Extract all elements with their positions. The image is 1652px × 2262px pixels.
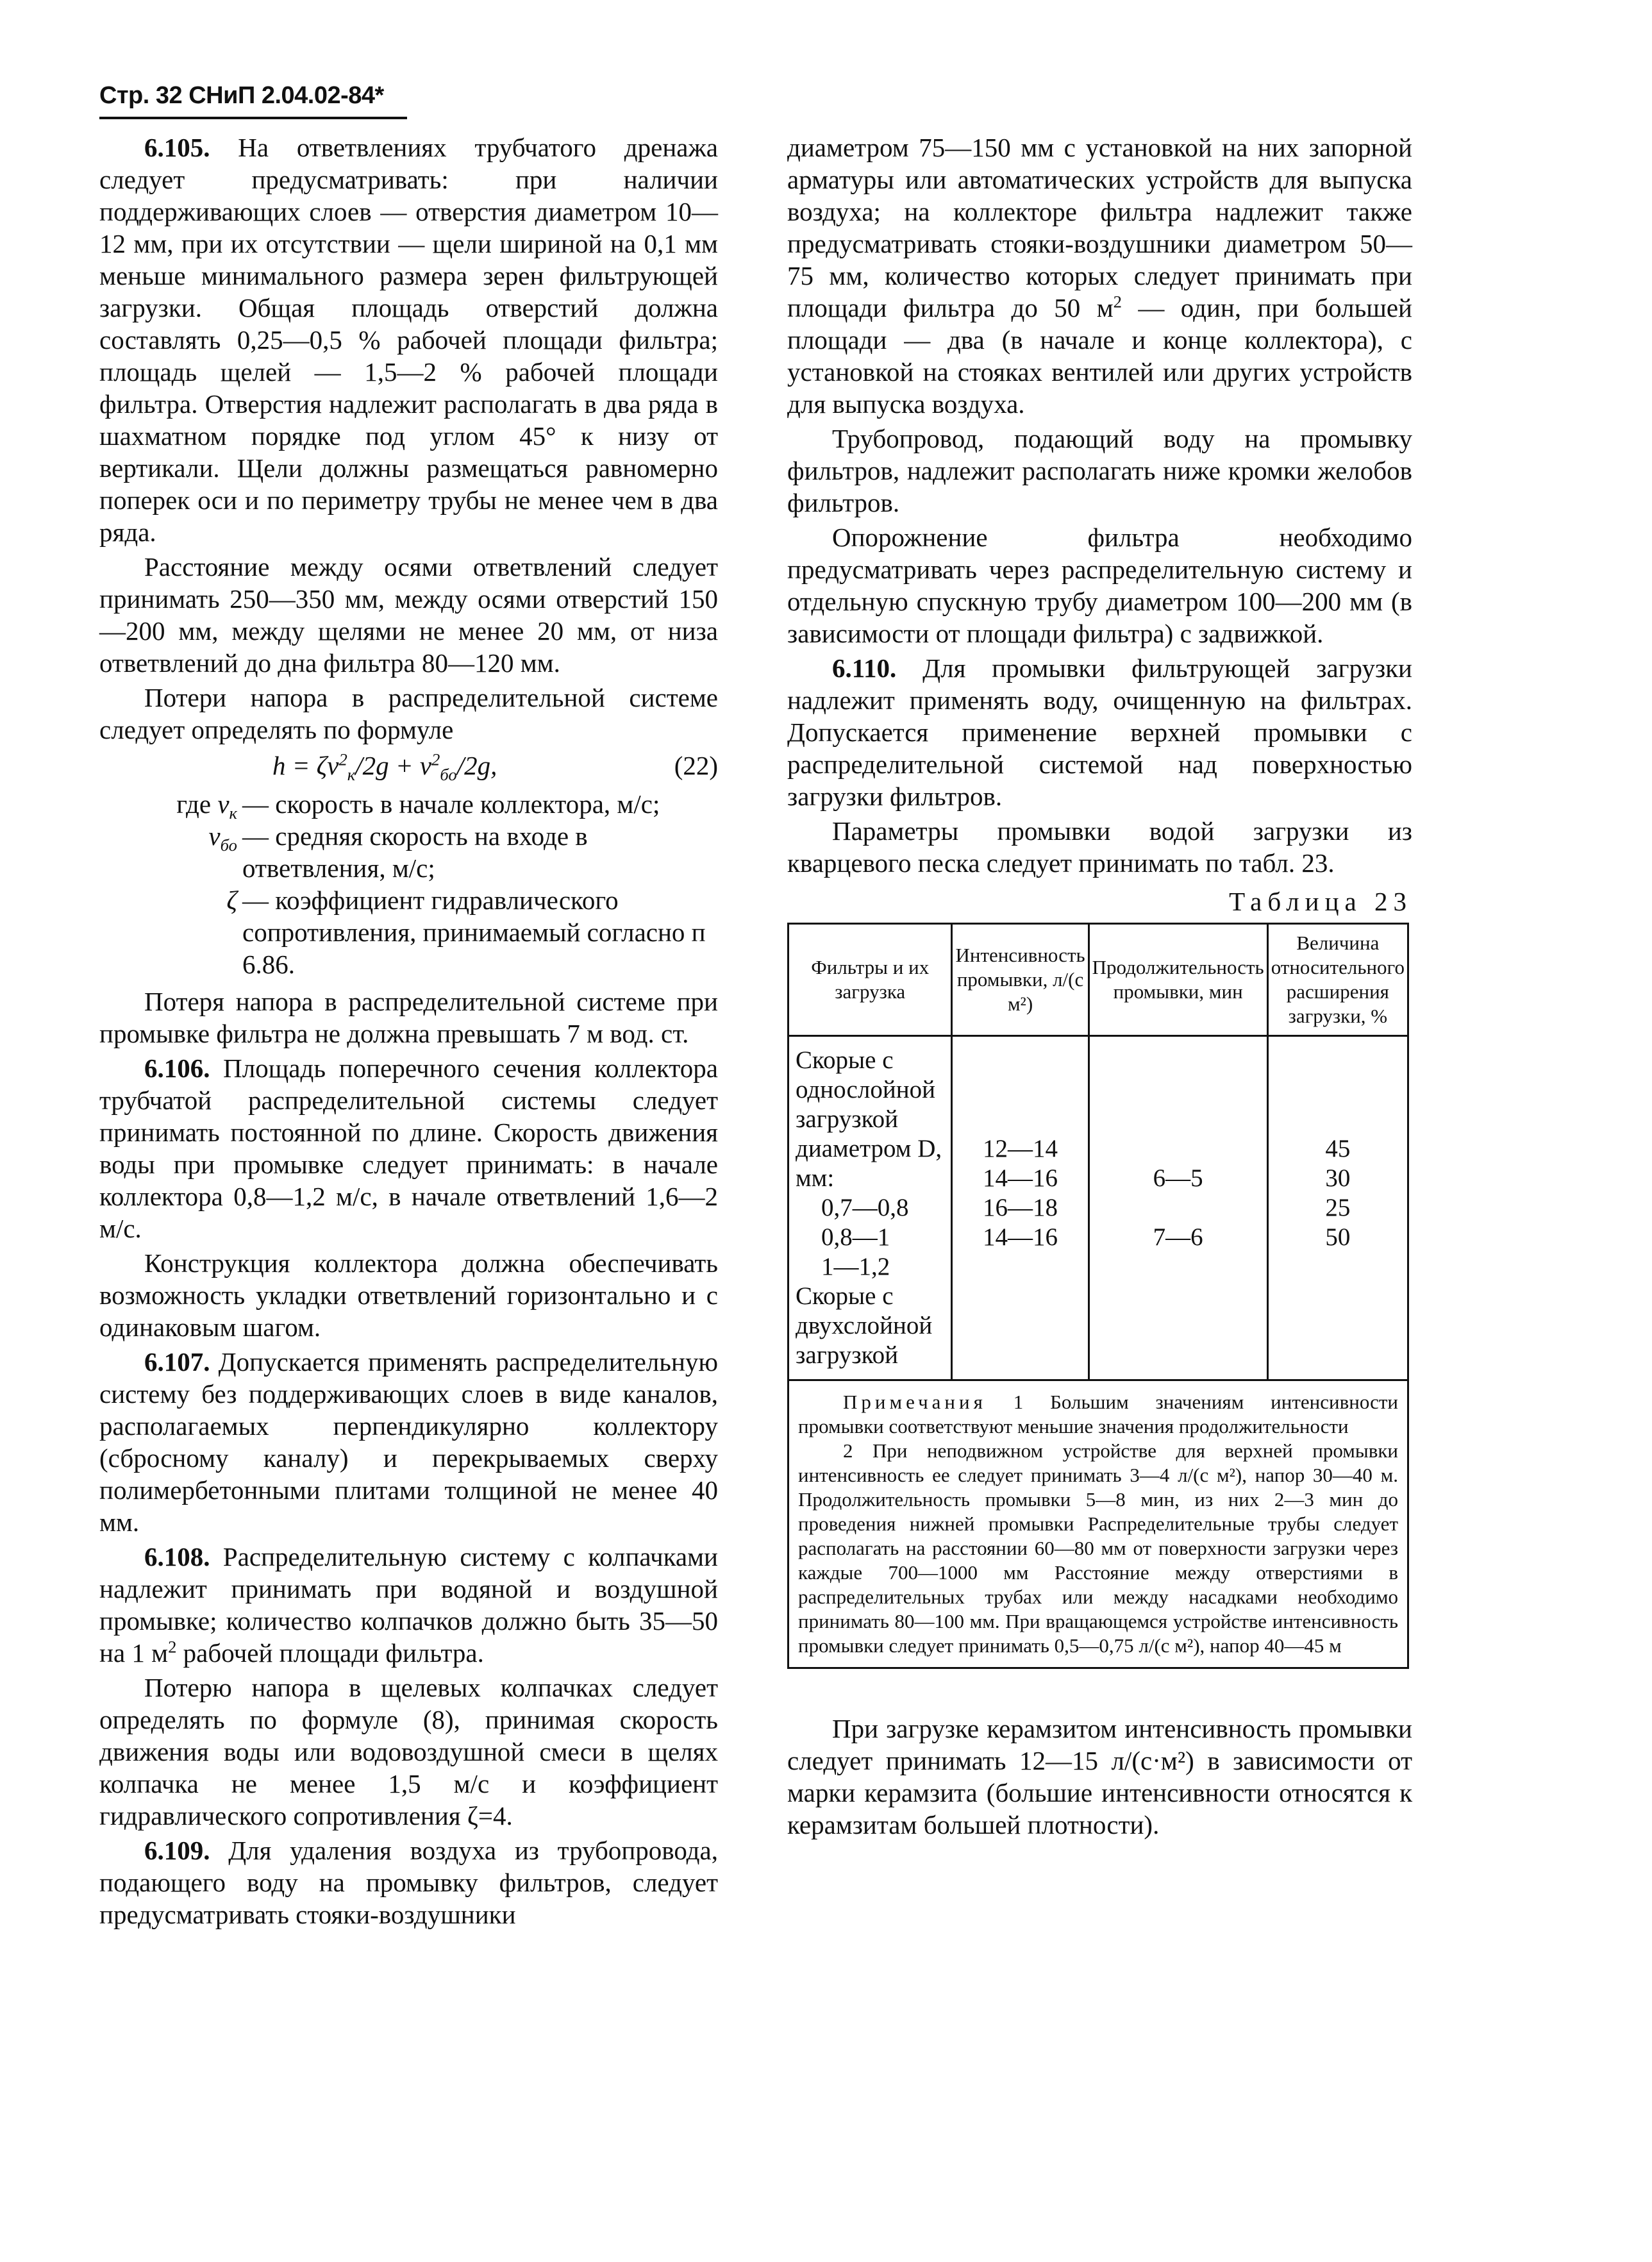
intensity-value: 14—16 [983,1164,1058,1192]
clause-text: Площадь поперечного сечения коллектора трубчатой распределительной системы следует принимать постоянной по длине. Скорость движения воды при промывке следует принимать: в начале коллектора 0,8—1,2 м/с, в начале ответвлений 1,6—2 м/с. [99,1053,718,1243]
expansion-value: 25 [1325,1194,1351,1221]
paragraph-construction: Конструкция коллектора должна обеспечивать возможность укладки ответвлений горизонтально и с одинаковым шагом. [99,1248,718,1342]
definition-symbol: ζ [226,885,237,915]
clause-text: Допускается применять распределительную систему без поддерживающих слоев в виде каналов, располагаемых перпендикулярно коллектору (сбросному каналу) и перекрываемых сверху полимербетонными плитами толщиной не менее 40 мм. [99,1347,719,1537]
definition-symbol: где $v_к$ [176,789,237,823]
paragraph-headloss: Потери напора в распределительной системе следует определять по формуле [99,683,718,744]
left-column [99,131,718,1933]
paragraph-pipe: Трубопровод, подающий воду на промывку фильтров, надлежит располагать ниже кромки желобов фильтров. [787,424,1412,517]
table-cell-expansion [1267,1036,1408,1380]
paragraph-distance: Расстояние между осями ответвлений следует принимать 250—350 мм, между осями отверстий 150—200 мм, между щелями не менее 20 мм, от низа ответвлений до дна фильтра 80—120 мм. [99,552,718,678]
definition-row [99,788,718,823]
paragraph-keramzit: При загрузке керамзитом интенсивность промывки следует принимать 12—15 л/(с·м²) в зависимости от марки керамзита (большие интенсивности относятся к керамзитам большей плотности). [787,1714,1412,1839]
table-23 [787,923,1409,1669]
row-label: 0,7—0,8 [821,1194,909,1221]
table-caption: Таблица 23 [1229,887,1412,916]
header-rule [99,117,407,119]
page-header: Стр. 32 СНиП 2.04.02-84* [99,82,384,109]
clause-number: 6.106. [144,1053,210,1083]
notes-heading: Примечания [843,1391,987,1413]
formula-22 [99,750,718,785]
column-header: Интенсивность промывки, л/(с м²) [952,924,1089,1036]
formula-number: (22) [674,751,718,780]
row-label: 0,8—1 [821,1223,890,1251]
clause-text: Для удаления воздуха из трубопровода, подающего воду на промывку фильтров, следует предусматривать стояки-воздушники [99,1836,718,1929]
clause-6-106 [99,1052,718,1244]
duration-value: 7—6 [1153,1223,1203,1251]
table-cell-intensity [952,1036,1089,1380]
clause-6-105 [99,131,718,548]
intensity-value: 14—16 [983,1223,1058,1251]
clause-text: На ответвлениях трубчатого дренажа следует предусматривать: при наличии поддерживающих слоев — отверстия диаметром 10—12 мм, при их отсутствии — щели шириной на 0,1 мм меньше минимального размера зерен фильтрующей загрузки. Общая площадь отверстий должна составлять 0,25—0,5 % рабочей площади фильтра; площадь щелей — 1,5—2 % рабочей площади фильтра. Отверстия надлежит располагать в два ряда в шахматном порядке под углом 45° к низу от вертикали. Щели должны размещаться равномерно поперек оси и по периметру трубы не менее чем в два ряда. [99,133,718,547]
table-header-row [788,924,1408,1036]
formula-definitions [99,788,718,980]
formula-expression: $h = \zeta v^2_к/2g + v^2_{бо}/2g$, [272,750,497,785]
paragraph-continuation: диаметром 75—150 мм с установкой на них запорной арматуры или автоматических устройств для выпуска воздуха; на коллекторе фильтра надлежит также предусматривать стояки-воздушники диаметром 50—75 мм, количество которых следует принимать при площади фильтра до 50 $м^2$ — один, при большей площади — два (в начале и конце коллектора), с установкой на стояках вентилей или других устройств для выпуска воздуха. [787,133,1412,419]
column-header: Величина относительного расширения загрузки, % [1267,924,1408,1036]
intensity-value: 16—18 [983,1194,1058,1221]
definition-symbol: $v_{бо}$ [208,821,237,855]
row-label: 1—1,2 [821,1253,890,1280]
paragraph-empty: Опорожнение фильтра необходимо предусматривать через распределительную систему и отдельную спускную трубу диаметром 100—200 мм (в зависимости от площади фильтра) с задвижкой. [787,523,1412,648]
definition-text: — коэффициент гидравлического сопротивления, принимаемый согласно п 6.86. [242,885,706,979]
table-notes-row [788,1380,1408,1668]
intensity-value: 12—14 [983,1135,1058,1162]
clause-6-108: 6.108. Распределительную систему с колпачками надлежит принимать при водяной и воздушной промывке; количество колпачков должно быть 35—50 на 1 $м^2$ рабочей площади фильтра. [99,1542,718,1668]
row-label: Скорые с двухслойной загрузкой [796,1282,933,1369]
paragraph-params: Параметры промывки водой загрузки из кварцевого песка следует принимать по табл. 23. [787,816,1412,878]
note-1: Примечания 1 Большим значениям интенсивности промывки соответствуют меньшие значения продолжительности [798,1391,1398,1437]
column-header: Продолжительность промывки, мин [1089,924,1267,1036]
clause-6-107 [99,1346,718,1538]
clause-text: Для промывки фильтрующей загрузки надлежит применять воду, очищенную на фильтрах. Допускается применение верхней промывки с распределительной системой над поверхностью загрузки фильтров. [787,653,1412,811]
note-2: 2 При неподвижном устройстве для верхней промывки интенсивность ее следует принимать 3—4 л/(с м²), напор 30—40 м. Продолжительность промывки 5—8 мин, из них 2—3 мин до проведения нижней промывки Распределительные трубы следует располагать на расстоянии 60—80 мм от поверхности загрузки через каждые 700—1000 мм Расстояние между отверстиями в распределительных трубах или между насадками необходимо принимать 80—100 мм. При вращающемся устройстве интенсивность промывки следует принимать 0,5—0,75 л/(с м²), напор 40—45 м [798,1439,1398,1657]
table-row [788,1036,1408,1380]
row-label: Скорые с однослойной загрузкой диаметром D, мм: [796,1046,942,1192]
clause-text: Распределительную систему с колпачками надлежит принимать при водяной и воздушной промывке; количество колпачков должно быть 35—50 на 1 м [99,1542,718,1668]
duration-value: 6—5 [1153,1164,1203,1192]
expansion-value: 30 [1325,1164,1351,1192]
definition-row [99,884,718,980]
paragraph-loss-limit: Потеря напора в распределительной системе при промывке фильтра не должна превышать 7 м вод. ст. [99,987,718,1048]
definition-row [99,820,718,884]
clause-number: 6.110. [832,653,897,683]
clause-number: 6.107. [144,1347,210,1377]
clause-6-109 [99,1834,718,1931]
paragraph-caps: Потерю напора в щелевых колпачках следует определять по формуле (8), принимая скорость движения воды или водовоздушной смеси в щелях колпачка не менее 1,5 м/с и коэффициент гидравлического сопротивления ζ=4. [99,1673,718,1831]
table-cell-labels [788,1036,952,1380]
table-notes [788,1380,1408,1668]
clause-number: 6.109. [144,1836,210,1865]
right-column [787,131,1412,1843]
column-header: Фильтры и их загрузка [788,924,952,1036]
definition-text: — скорость в начале коллектора, м/с; [242,789,660,819]
clause-6-110 [787,652,1412,812]
table-cell-duration [1089,1036,1267,1380]
expansion-value: 45 [1325,1135,1351,1162]
definition-text: — средняя скорость на входе в ответвления, м/с; [242,821,588,883]
expansion-value: 50 [1325,1223,1351,1251]
clause-number: 6.105. [144,133,210,162]
clause-number: 6.108. [144,1542,210,1571]
